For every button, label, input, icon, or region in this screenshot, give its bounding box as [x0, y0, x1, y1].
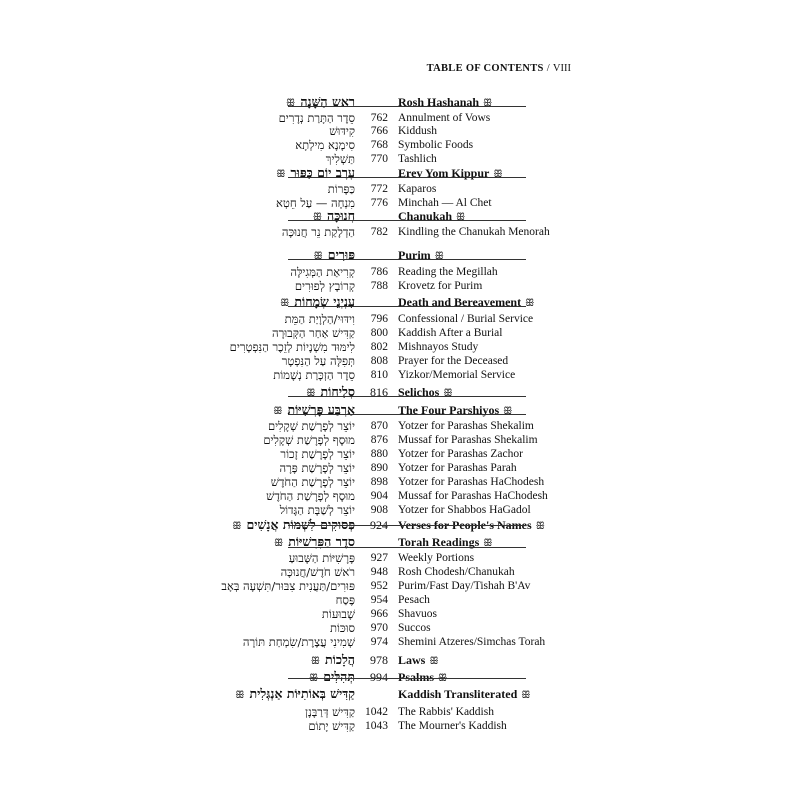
ornament-icon: ꕥ — [273, 406, 283, 417]
hebrew-title-text: פֶּסַח — [335, 593, 355, 607]
hebrew-title-text: קַדִּישׁ דְּרַבָּנָן — [305, 705, 355, 719]
page-number: 908 — [370, 504, 388, 516]
page-number: 762 — [370, 112, 388, 124]
section-divider — [288, 177, 526, 178]
section-divider — [288, 547, 526, 548]
hebrew-title-text: כַּפָּרוֹת — [327, 182, 355, 196]
header-separator: / — [546, 63, 550, 74]
english-title-text: Weekly Portions — [398, 552, 475, 564]
hebrew-title-text: יוֹצֵר לְפָרָשַׁת שְׁקָלִים — [267, 419, 355, 433]
hebrew-title-text: קַדִּישׁ יָתוֹם — [308, 719, 355, 733]
ornament-icon: ꕥ — [443, 388, 453, 399]
page-number: 810 — [370, 369, 388, 381]
english-title-text: Chanukah — [398, 209, 453, 223]
toc-entry-row — [0, 632, 800, 652]
hebrew-title-text: שָׁבוּעוֹת — [321, 607, 355, 621]
hebrew-title-text: קְרִיאַת הַמְּגִילָּה — [290, 265, 355, 279]
hebrew-title-text: ראש הַשָּׁנָה — [300, 94, 355, 109]
english-title-text: Symbolic Foods — [398, 139, 474, 151]
hebrew-title-text: הֲלָכוֹת — [325, 652, 355, 667]
section-divider — [288, 106, 526, 107]
english-title-text: Confessional / Burial Service — [398, 313, 534, 325]
page-number: 788 — [370, 280, 388, 292]
hebrew-title-text: סֵדֶר הַזְכָּרַת נְשָׁמוֹת — [273, 368, 355, 382]
page-number: 808 — [370, 355, 388, 367]
hebrew-title-text: סֵדֶר הַפָּרָשִׁיּוֹת — [288, 534, 355, 549]
ornament-icon: ꕥ — [308, 673, 319, 684]
page-number: 948 — [370, 566, 388, 578]
page-number: 978 — [370, 653, 388, 667]
english-title-text: Yotzer for Parashas Parah — [398, 462, 517, 474]
english-title-text: Shemini Atzeres/Simchas Torah — [398, 636, 546, 648]
ornament-icon: ꕥ — [429, 656, 439, 667]
page-number: 1043 — [365, 720, 388, 732]
english-title-text: Annulment of Vows — [398, 112, 491, 124]
english-title-text: Yizkor/Memorial Service — [398, 369, 516, 381]
english-title-text: Purim/Fast Day/Tishah B'Av — [398, 580, 531, 592]
hebrew-title-text: רֹאשׁ חֹדֶשׁ/חֲנוּכָּה — [280, 565, 355, 579]
english-title — [398, 632, 545, 652]
hebrew-title-text: פָּרָשִׁיּוֹת הַשָּׁבוּעַ — [288, 551, 355, 565]
ornament-icon: ꕥ — [310, 656, 321, 667]
hebrew-title — [243, 632, 355, 652]
english-title-text: Yotzer for Parashas Shekalim — [398, 420, 534, 432]
english-title-text: Kindling the Chanukah Menorah — [398, 226, 550, 238]
page-number: 802 — [370, 341, 388, 353]
ornament-icon: ꕥ — [438, 673, 448, 684]
ornament-icon: ꕥ — [493, 169, 503, 180]
page-number: 927 — [370, 552, 388, 564]
hebrew-title-text: לִימּוּד מִשְׁנָיוֹת לְזֵכֶר הַנִּפְטָרִים — [229, 340, 355, 354]
english-title-text: Verses for People's Names — [398, 518, 532, 532]
english-title-text: Krovetz for Purim — [398, 280, 483, 292]
page-number: 782 — [370, 226, 388, 238]
header-title: TABLE OF CONTENTS — [426, 63, 544, 74]
page-number: 994 — [370, 670, 388, 684]
hebrew-title-text: מִנְחָה — עַל חֵטְא — [276, 196, 355, 210]
ornament-icon: ꕥ — [456, 212, 466, 223]
toc-section-row — [0, 382, 800, 402]
ornament-icon: ꕥ — [434, 251, 444, 262]
page-number: 898 — [370, 476, 388, 488]
hebrew-title-text: סוּכּוֹת — [329, 621, 355, 635]
english-title-text: Yotzer for Shabbos HaGadol — [398, 504, 531, 516]
hebrew-title-text: יוֹצֵר לְפָרָשַׁת הַחֹדֶשׁ — [270, 475, 355, 489]
page-number: 770 — [370, 153, 388, 165]
page-number: 954 — [370, 594, 388, 606]
hebrew-title-text: יוֹצֵר לְפָרָשַׁת זָכוֹר — [280, 447, 355, 461]
hebrew-title-text: פּוּרִים/תַּעֲנִית צִבּוּר/תִּשְׁעָה בְּאָב — [221, 579, 355, 593]
hebrew-title-text: סִימָנָא מִילְתָא — [295, 138, 355, 152]
hebrew-title-text: קְרוֹבָץ לְפוּרִים — [294, 279, 355, 293]
hebrew-title-text: תְּהִלִּים — [323, 669, 355, 684]
page-number: 974 — [370, 636, 388, 648]
hebrew-title — [282, 222, 355, 242]
ornament-icon: ꕥ — [276, 169, 286, 180]
english-title-text: The Mourner's Kaddish — [398, 720, 507, 732]
english-title-text: Succos — [398, 622, 431, 634]
hebrew-title-text: פְּסוּקִים לִשְׁמוֹת אֲנָשִׁים — [246, 517, 355, 532]
section-divider — [288, 220, 526, 221]
hebrew-title-text: סֵדֶר הַתָּרַת נְדָרִים — [278, 111, 355, 125]
toc-section-row — [0, 684, 800, 704]
ornament-icon: ꕥ — [483, 98, 493, 109]
hebrew-title-text: מוּסָף לְפָרָשַׁת שְׁקָלִים — [263, 433, 355, 447]
header-page-number: VIII — [552, 63, 571, 74]
page-number: 1042 — [365, 706, 388, 718]
page-number: 952 — [370, 580, 388, 592]
hebrew-title-text: וִידּוּי/הַלְוָיַת הַמֵּת — [284, 312, 355, 326]
hebrew-title-text: תְּפִלָּה עַל הַנִּפְטָר — [281, 354, 355, 368]
toc-entry-row — [0, 222, 800, 242]
page-number: 776 — [370, 197, 388, 209]
section-divider — [288, 525, 526, 526]
section-divider — [288, 414, 526, 415]
page-number: 924 — [370, 518, 388, 532]
english-title-text: Rosh Chodesh/Chanukah — [398, 566, 515, 578]
page-number: 768 — [370, 139, 388, 151]
hebrew-title-text: יוֹצֵר לְפָרָשַׁת פָּרָה — [279, 461, 355, 475]
english-title-text: Kaddish Transliterated — [398, 687, 518, 701]
hebrew-title-text: קַדִּישׁ אַחַר הַקְּבוּרָה — [271, 326, 355, 340]
hebrew-title-text: פּוּרִים — [327, 247, 355, 262]
hebrew-title-text: עֶרֶב יוֹם כִּפּוּר — [290, 165, 355, 180]
page-number: 772 — [370, 183, 388, 195]
english-title-text: Erev Yom Kippur — [398, 166, 490, 180]
ornament-icon: ꕥ — [313, 251, 323, 262]
page-number: 800 — [370, 327, 388, 339]
english-title-text: Mishnayos Study — [398, 341, 479, 353]
english-title-text: Yotzer for Parashas Zachor — [398, 448, 523, 460]
english-title-text: Pesach — [398, 594, 430, 606]
section-divider — [288, 396, 526, 397]
toc-entry-row — [0, 716, 800, 736]
page-number: 970 — [370, 622, 388, 634]
hebrew-title-text: סְלִיחוֹת — [320, 384, 355, 399]
english-title-text: Reading the Megillah — [398, 266, 498, 278]
english-title-text: Laws — [398, 653, 426, 667]
page-number: 876 — [370, 434, 388, 446]
english-title-text: The Four Parshiyos — [398, 403, 500, 417]
page-number: 966 — [370, 608, 388, 620]
english-title-text: Rosh Hashanah — [398, 95, 480, 109]
page-number: 904 — [370, 490, 388, 502]
english-title-text: Mussaf for Parashas Shekalim — [398, 434, 538, 446]
ornament-icon: ꕥ — [286, 98, 296, 109]
hebrew-title-text: שְׁמִינִי עֲצֶרֶת/שִׂמְחַת תּוֹרָה — [242, 635, 355, 649]
page-number: 880 — [370, 448, 388, 460]
hebrew-title-text: קִידּוּשׁ — [329, 124, 355, 138]
english-title-text: Kaddish After a Burial — [398, 327, 503, 339]
hebrew-title-text: מוּסָף לְפָרָשַׁת הַחֹדֶשׁ — [266, 489, 355, 503]
english-title — [398, 222, 550, 242]
english-title-text: Minchah — Al Chet — [398, 197, 492, 209]
page-number: 766 — [370, 125, 388, 137]
ornament-icon: ꕥ — [503, 406, 513, 417]
english-title-text: Shavuos — [398, 608, 437, 620]
ornament-icon: ꕥ — [525, 298, 535, 309]
ornament-icon: ꕥ — [521, 690, 531, 701]
english-title-text: The Rabbis' Kaddish — [398, 706, 494, 718]
page-number: 870 — [370, 420, 388, 432]
page-number: 796 — [370, 313, 388, 325]
hebrew-title-text: קַדִּישׁ בְּאוֹתִיּוֹת אַנְגְּלִית — [249, 686, 355, 701]
hebrew-title — [308, 716, 355, 736]
hebrew-title-text: אַרְבַּע פָּרְשִׁיּוֹת — [287, 402, 355, 417]
hebrew-title-text: הַדְלָקַת נֵר חֲנוּכָּה — [281, 225, 355, 239]
english-title-text: Kaparos — [398, 183, 437, 195]
ornament-icon: ꕥ — [312, 212, 323, 223]
english-title-text: Death and Bereavement — [398, 295, 522, 309]
hebrew-title-text: יוֹצֵר לְשַׁבָּת הַגָּדוֹל — [279, 503, 355, 517]
page-number: 890 — [370, 462, 388, 474]
section-divider — [288, 306, 526, 307]
ornament-icon: ꕥ — [235, 690, 245, 701]
english-title-text: Kiddush — [398, 125, 437, 137]
page-number: 786 — [370, 266, 388, 278]
english-title-text: Yotzer for Parashas HaChodesh — [398, 476, 545, 488]
hebrew-title-text: תַּשְׁלִיךְ — [325, 152, 355, 166]
english-title-text: Torah Readings — [398, 535, 480, 549]
running-header — [427, 63, 571, 74]
english-title-text: Selichos — [398, 385, 440, 399]
ornament-icon: ꕥ — [306, 388, 316, 399]
section-divider — [288, 678, 526, 679]
ornament-icon: ꕥ — [232, 521, 242, 532]
ornament-icon: ꕥ — [535, 521, 545, 532]
hebrew-title-text: עִנְיְנֵי שְׂמָחוֹת — [294, 294, 355, 309]
english-title-text: Purim — [398, 248, 431, 262]
ornament-icon: ꕥ — [280, 298, 290, 309]
page-number: 816 — [370, 385, 388, 399]
english-title-text: Tashlich — [398, 153, 437, 165]
hebrew-title-text: חֲנוּכָּה — [327, 208, 355, 223]
english-title-text: Prayer for the Deceased — [398, 355, 509, 367]
english-title-text: Psalms — [398, 670, 434, 684]
ornament-icon: ꕥ — [483, 538, 493, 549]
english-title-text: Mussaf for Parashas HaChodesh — [398, 490, 548, 502]
ornament-icon: ꕥ — [274, 538, 284, 549]
english-title — [398, 716, 507, 736]
section-divider — [288, 259, 526, 260]
